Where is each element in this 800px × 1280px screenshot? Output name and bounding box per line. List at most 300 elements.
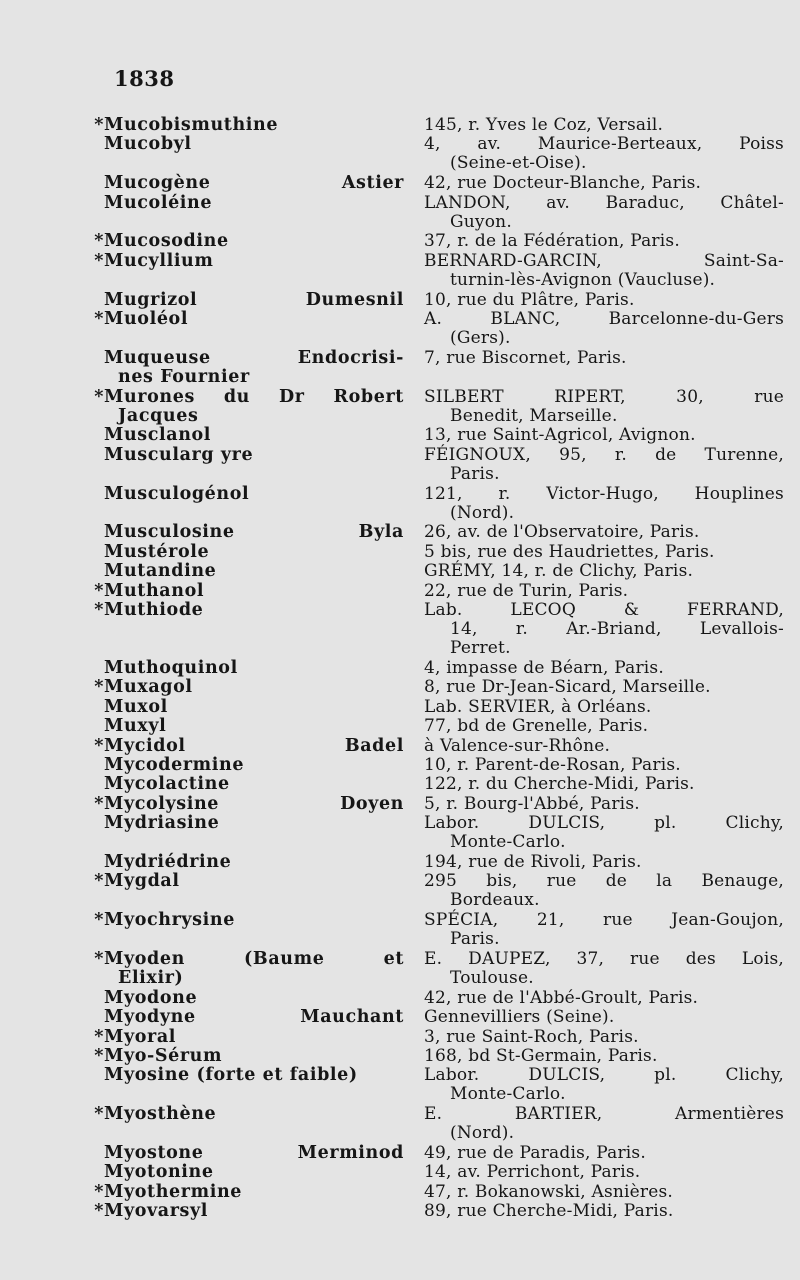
address <box>424 1066 784 1104</box>
product-name-text: Muqueuse Endocrisi- <box>104 347 404 368</box>
product-name-text: Myo-Sérum <box>104 1045 223 1066</box>
product-name-line <box>104 775 404 794</box>
address <box>424 1008 784 1027</box>
address <box>424 135 784 173</box>
address-line: Labor. DULCIS, pl. Clichy, <box>424 813 784 834</box>
product-name <box>94 115 404 135</box>
address <box>424 756 784 775</box>
list-item <box>0 659 800 678</box>
list-item <box>0 1202 800 1221</box>
address <box>424 950 784 988</box>
asterisk-mark <box>92 698 104 717</box>
product-name-text: Mucobyl <box>104 134 192 155</box>
product-name-line <box>94 1045 404 1066</box>
list-item <box>0 310 800 349</box>
list-item <box>0 1144 800 1163</box>
product-name-line <box>104 717 404 736</box>
product-name <box>104 426 404 445</box>
product-name-continuation: nes Fournier <box>118 366 250 387</box>
list-item <box>0 1163 800 1182</box>
product-name-line <box>104 659 404 678</box>
asterisk-mark: * <box>94 115 104 135</box>
directory-list <box>0 116 800 1222</box>
list-item <box>0 775 800 794</box>
asterisk-mark <box>92 1144 104 1163</box>
address-line: 49, rue de Paradis, Paris. <box>424 1142 646 1163</box>
address <box>424 291 784 310</box>
asterisk-mark: * <box>94 793 104 814</box>
asterisk-mark <box>92 1066 104 1085</box>
asterisk-mark: * <box>94 599 104 620</box>
product-name <box>94 308 404 329</box>
product-name-text: Mycidol Badel <box>104 735 404 756</box>
asterisk-mark: * <box>94 1026 104 1047</box>
address <box>424 1163 784 1182</box>
product-name <box>104 194 404 213</box>
address-line: 5 bis, rue des Haudriettes, Paris. <box>424 541 715 562</box>
list-item <box>0 562 800 581</box>
asterisk-mark: * <box>94 250 104 271</box>
address <box>424 1047 784 1066</box>
product-name <box>94 250 404 271</box>
address-line: 10, r. Parent-de-Rosan, Paris. <box>424 755 681 776</box>
product-name-text: Murones du Dr Robert <box>104 386 404 407</box>
address-continuation: Benedit, Marseille. <box>450 405 618 426</box>
address-line: 7, rue Biscornet, Paris. <box>424 347 627 368</box>
product-name-line <box>104 1163 404 1182</box>
list-item <box>0 814 800 853</box>
product-name <box>104 1066 404 1085</box>
asterisk-mark <box>92 853 104 872</box>
product-name-line <box>104 756 404 775</box>
product-name-line <box>94 599 404 620</box>
address <box>424 659 784 678</box>
address-line: E. DAUPEZ, 37, rue des Lois, <box>424 948 784 969</box>
product-name <box>94 1181 404 1202</box>
product-name-line <box>104 291 404 310</box>
product-name-text: Musculogénol <box>104 483 250 504</box>
list-item <box>0 543 800 562</box>
asterisk-mark <box>92 543 104 562</box>
address <box>424 523 784 542</box>
list-item <box>0 678 800 697</box>
asterisk-mark: * <box>94 910 104 931</box>
product-name-text: Myodone <box>104 987 198 1008</box>
product-name <box>94 580 404 601</box>
product-name-text: Muscularg yre <box>104 444 254 465</box>
list-item <box>0 291 800 310</box>
asterisk-mark <box>92 291 104 310</box>
address-continuation: turnin-lès-Avignon (Vaucluse). <box>450 269 716 290</box>
address <box>424 543 784 562</box>
product-name-line <box>94 948 404 969</box>
address <box>424 698 784 717</box>
product-name-line <box>94 1026 404 1047</box>
product-name-continuation: Jacques <box>118 405 199 426</box>
product-name-line <box>94 735 404 756</box>
asterisk-mark: * <box>94 735 104 756</box>
product-name-text: Myochrysine <box>104 910 235 931</box>
product-name-line <box>104 426 404 445</box>
product-name <box>104 291 404 310</box>
product-name-line <box>104 174 404 193</box>
address-continuation: 14, r. Ar.-Briand, Levallois- <box>450 618 784 639</box>
product-name-text: Mycodermine <box>104 755 245 776</box>
product-name <box>104 523 404 542</box>
product-name-line <box>94 308 404 329</box>
address-continuation: (Nord). <box>450 502 515 523</box>
product-name-text: Myoden (Baume et <box>104 948 404 969</box>
address-line: 5, r. Bourg-l'Abbé, Paris. <box>424 793 640 814</box>
product-name-text: Myodyne Mauchant <box>104 1007 404 1028</box>
product-name-text: Musclanol <box>104 425 212 446</box>
address-line: LANDON, av. Baraduc, Châtel- <box>424 192 784 213</box>
product-name-text: Muthiode <box>104 599 204 620</box>
product-name-text: Mutandine <box>104 561 217 582</box>
product-name-line <box>104 1008 404 1027</box>
asterisk-mark: * <box>94 677 104 698</box>
product-name-line <box>104 989 404 1008</box>
address <box>424 775 784 794</box>
list-item <box>0 1183 800 1202</box>
address-line: SILBERT RIPERT, 30, rue <box>424 386 784 407</box>
address <box>424 310 784 348</box>
asterisk-mark: * <box>94 1181 104 1202</box>
address-line: 37, r. de la Fédération, Paris. <box>424 231 680 252</box>
list-item <box>0 911 800 950</box>
product-name <box>94 1026 404 1047</box>
product-name-line <box>94 677 404 698</box>
list-item <box>0 349 800 388</box>
list-item <box>0 950 800 989</box>
product-name <box>104 989 404 1008</box>
product-name <box>104 543 404 562</box>
address <box>424 1144 784 1163</box>
product-name-line <box>94 386 404 407</box>
asterisk-mark <box>92 135 104 154</box>
address-line: 77, bd de Grenelle, Paris. <box>424 716 649 737</box>
product-name-continuation: Elixir) <box>118 967 184 988</box>
product-name-line <box>94 793 404 814</box>
product-name-text: Myotonine <box>104 1162 214 1183</box>
product-name-line <box>104 543 404 562</box>
address <box>424 349 784 368</box>
product-name-text: Muxol <box>104 696 168 717</box>
product-name-line <box>104 814 404 833</box>
address-continuation: Monte-Carlo. <box>450 1084 566 1105</box>
address-line: GRÉMY, 14, r. de Clichy, Paris. <box>424 561 694 582</box>
product-name-text: Muxagol <box>104 677 193 698</box>
product-name-text: Myovarsyl <box>104 1201 209 1222</box>
product-name <box>94 948 404 988</box>
address-line: 14, av. Perrichont, Paris. <box>424 1162 641 1183</box>
product-name <box>94 1045 404 1066</box>
address-continuation: Paris. <box>450 929 500 950</box>
address <box>424 795 784 814</box>
product-name <box>94 793 404 814</box>
list-item <box>0 717 800 736</box>
product-name-text: Mucosodine <box>104 231 229 252</box>
page-number: 1838 <box>114 66 175 91</box>
list-item <box>0 1066 800 1105</box>
address-continuation: Guyon. <box>450 211 512 232</box>
product-name-line <box>104 446 404 465</box>
product-name-line <box>94 871 404 892</box>
product-name-text: Mugrizol Dumesnil <box>104 289 404 310</box>
list-item <box>0 582 800 601</box>
address-line: Gennevilliers (Seine). <box>424 1007 615 1028</box>
product-name-line <box>94 115 404 135</box>
product-name-text: Muxyl <box>104 716 167 737</box>
product-name <box>94 910 404 931</box>
asterisk-mark <box>92 775 104 794</box>
product-name-line <box>104 698 404 717</box>
list-item <box>0 232 800 251</box>
address <box>424 232 784 251</box>
asterisk-mark: * <box>94 308 104 329</box>
product-name-text: Mycolactine <box>104 774 230 795</box>
product-name-line <box>104 135 404 154</box>
address-line: Labor. DULCIS, pl. Clichy, <box>424 1065 784 1086</box>
product-name <box>94 231 404 252</box>
product-name-text: Mucoléine <box>104 192 213 213</box>
product-name <box>104 717 404 736</box>
address <box>424 1105 784 1143</box>
address-line: BERNARD-GARCIN, Saint-Sa- <box>424 250 784 271</box>
address-line: Lab. LECOQ & FERRAND, <box>424 599 784 620</box>
product-name <box>104 174 404 193</box>
address <box>424 194 784 232</box>
product-name <box>94 871 404 892</box>
list-item <box>0 388 800 427</box>
list-item <box>0 116 800 135</box>
list-item <box>0 1105 800 1144</box>
product-name-line <box>94 1104 404 1125</box>
list-item <box>0 872 800 911</box>
list-item <box>0 174 800 193</box>
address-line: 168, bd St-Germain, Paris. <box>424 1045 658 1066</box>
product-name <box>104 562 404 581</box>
asterisk-mark <box>92 194 104 213</box>
address-line: 4, impasse de Béarn, Paris. <box>424 658 664 679</box>
address <box>424 1028 784 1047</box>
address-line: à Valence-sur-Rhône. <box>424 735 611 756</box>
address-line: 42, rue de l'Abbé-Groult, Paris. <box>424 987 699 1008</box>
asterisk-mark <box>92 174 104 193</box>
product-name-text: Mucyllium <box>104 250 214 271</box>
asterisk-mark: * <box>94 386 104 407</box>
address-line: FÉIGNOUX, 95, r. de Turenne, <box>424 444 784 465</box>
product-name <box>94 599 404 620</box>
address-line: 295 bis, rue de la Benauge, <box>424 871 784 892</box>
product-name <box>104 1144 404 1163</box>
product-name-text: Mustérole <box>104 541 210 562</box>
product-name-text: Mygdal <box>104 871 180 892</box>
asterisk-mark <box>92 426 104 445</box>
address <box>424 601 784 658</box>
list-item <box>0 1028 800 1047</box>
asterisk-mark: * <box>94 231 104 252</box>
product-name-line <box>104 853 404 872</box>
address <box>424 1183 784 1202</box>
address-line: SPÉCIA, 21, rue Jean-Goujon, <box>424 910 784 931</box>
product-name-text: Mucobismuthine <box>104 115 279 135</box>
product-name-line <box>94 1181 404 1202</box>
address <box>424 446 784 484</box>
asterisk-mark <box>92 523 104 542</box>
product-name <box>104 698 404 717</box>
list-item <box>0 485 800 524</box>
address-line: A. BLANC, Barcelonne-du-Gers <box>424 308 784 329</box>
asterisk-mark: * <box>94 948 104 969</box>
address <box>424 174 784 193</box>
address-continuation: Paris. <box>450 463 500 484</box>
product-name-line <box>104 1144 404 1163</box>
list-item <box>0 1008 800 1027</box>
address-continuation: Monte-Carlo. <box>450 832 566 853</box>
list-item <box>0 601 800 659</box>
product-name-line <box>104 523 404 542</box>
product-name-line <box>94 231 404 252</box>
product-name-line <box>104 562 404 581</box>
product-name <box>94 1104 404 1125</box>
address-line: Lab. SERVIER, à Orléans. <box>424 696 652 717</box>
address-continuation: (Gers). <box>450 327 511 348</box>
product-name <box>104 659 404 678</box>
address-line: 145, r. Yves le Coz, Versail. <box>424 115 664 135</box>
asterisk-mark <box>92 485 104 504</box>
address <box>424 814 784 852</box>
asterisk-mark: * <box>94 1201 104 1222</box>
asterisk-mark <box>92 659 104 678</box>
product-name <box>104 1008 404 1027</box>
product-name <box>94 386 404 426</box>
address-line: 8, rue Dr-Jean-Sicard, Marseille. <box>424 677 711 698</box>
asterisk-mark: * <box>94 580 104 601</box>
address <box>424 485 784 523</box>
list-item <box>0 853 800 872</box>
product-name <box>94 1201 404 1222</box>
address-line: 89, rue Cherche-Midi, Paris. <box>424 1201 674 1222</box>
list-item <box>0 135 800 174</box>
product-name-text: Mydriédrine <box>104 852 232 872</box>
list-item <box>0 737 800 756</box>
product-name-text: Myothermine <box>104 1181 242 1202</box>
product-name <box>104 135 404 154</box>
list-item <box>0 194 800 233</box>
address <box>424 116 784 135</box>
product-name-text: Myoral <box>104 1026 177 1047</box>
product-name <box>104 446 404 465</box>
product-name-text: Mydriasine <box>104 813 220 834</box>
product-name <box>104 775 404 794</box>
product-name-text: Myostone Merminod <box>104 1142 404 1163</box>
list-item <box>0 795 800 814</box>
product-name-line <box>104 1066 404 1085</box>
list-item <box>0 1047 800 1066</box>
address-line: 194, rue de Rivoli, Paris. <box>424 852 642 872</box>
asterisk-mark: * <box>94 1045 104 1066</box>
address-line: 121, r. Victor-Hugo, Houplines <box>424 483 784 504</box>
address-continuation: Perret. <box>450 637 511 658</box>
asterisk-mark <box>92 1163 104 1182</box>
address <box>424 1202 784 1221</box>
product-name-line <box>94 1201 404 1222</box>
product-name-text: Myosine (forte et faible) <box>104 1065 358 1086</box>
product-name-line <box>104 349 404 368</box>
list-item <box>0 446 800 485</box>
asterisk-mark <box>92 989 104 1008</box>
product-name-line <box>104 194 404 213</box>
address <box>424 388 784 426</box>
address-line: 13, rue Saint-Agricol, Avignon. <box>424 425 696 446</box>
list-item <box>0 756 800 775</box>
address-continuation: Bordeaux. <box>450 890 540 911</box>
product-name <box>104 814 404 833</box>
address-line: 122, r. du Cherche-Midi, Paris. <box>424 774 695 795</box>
address <box>424 989 784 1008</box>
address-line: 22, rue de Turin, Paris. <box>424 580 629 601</box>
product-name-text: Muoléol <box>104 308 189 329</box>
address <box>424 426 784 445</box>
list-item <box>0 252 800 291</box>
asterisk-mark <box>92 756 104 775</box>
asterisk-mark <box>92 446 104 465</box>
address <box>424 872 784 910</box>
asterisk-mark <box>92 562 104 581</box>
asterisk-mark <box>92 814 104 833</box>
asterisk-mark: * <box>94 871 104 892</box>
address-continuation: (Nord). <box>450 1123 515 1144</box>
address <box>424 717 784 736</box>
address-line: 42, rue Docteur-Blanche, Paris. <box>424 173 702 194</box>
address <box>424 678 784 697</box>
product-name <box>104 853 404 872</box>
address-line: E. BARTIER, Armentières <box>424 1104 784 1125</box>
product-name-line <box>104 485 404 504</box>
address-line: 26, av. de l'Observatoire, Paris. <box>424 522 700 543</box>
product-name <box>104 485 404 504</box>
asterisk-mark <box>92 349 104 368</box>
product-name-text: Musculosine Byla <box>104 522 404 543</box>
address <box>424 853 784 872</box>
address-line: 3, rue Saint-Roch, Paris. <box>424 1026 639 1047</box>
product-name <box>104 1163 404 1182</box>
product-name <box>94 735 404 756</box>
product-name-text: Mycolysine Doyen <box>104 793 404 814</box>
product-name <box>94 677 404 698</box>
product-name-line <box>94 910 404 931</box>
product-name-text: Muthoquinol <box>104 658 238 679</box>
list-item <box>0 989 800 1008</box>
asterisk-mark <box>92 717 104 736</box>
address <box>424 737 784 756</box>
address <box>424 911 784 949</box>
asterisk-mark: * <box>94 1104 104 1125</box>
product-name <box>104 349 404 387</box>
address-continuation: Toulouse. <box>450 967 534 988</box>
address <box>424 562 784 581</box>
list-item <box>0 698 800 717</box>
address-continuation: (Seine-et-Oise). <box>450 153 587 174</box>
product-name-line <box>94 580 404 601</box>
product-name-text: Myosthène <box>104 1104 217 1125</box>
address <box>424 252 784 290</box>
address-line: 47, r. Bokanowski, Asnières. <box>424 1181 674 1202</box>
list-item <box>0 523 800 542</box>
list-item <box>0 426 800 445</box>
address <box>424 582 784 601</box>
